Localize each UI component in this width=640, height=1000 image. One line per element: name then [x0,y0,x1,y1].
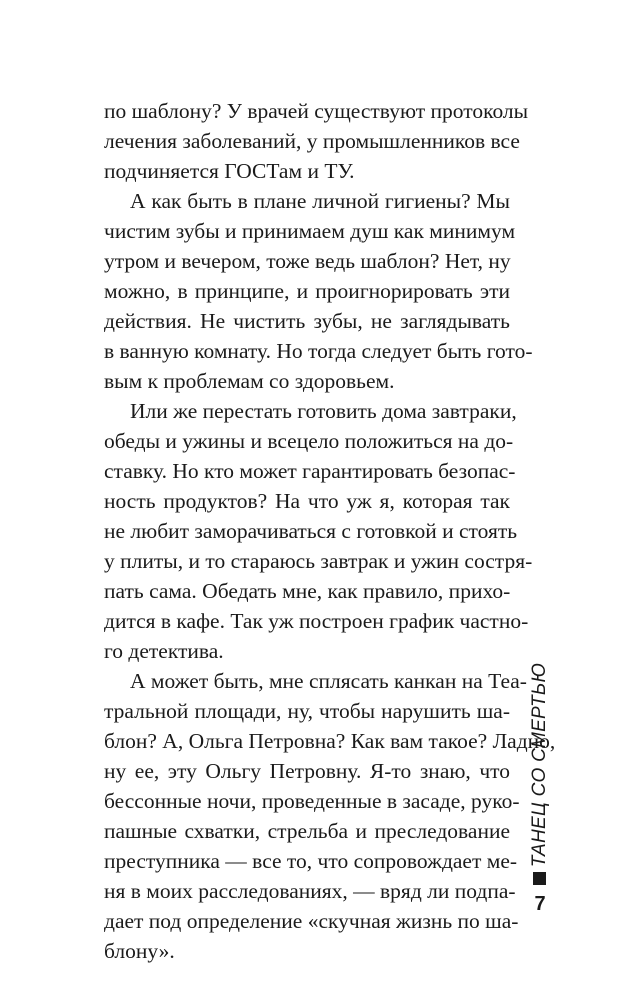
text-line: блон? А, Ольга Петровна? Как вам такое? Ладно, [104,729,556,753]
text-line: А может быть, мне сплясать канкан на Теа- [130,669,527,693]
text-line: ставку. Но кто может гарантировать безопас- [104,459,516,483]
text-line: ня в моих расследованиях, — вряд ли подпа- [104,879,516,903]
text-line: ность продуктов? На что уж я, которая так [104,489,510,513]
text-line: блону». [104,939,175,963]
text-line: в ванную комнату. Но тогда следует быть гото- [104,339,533,363]
text-line: по шаблону? У врачей существуют протоколы [104,99,529,123]
text-line: дает под определение «скучная жизнь по ша- [104,909,519,933]
square-marker-icon [533,872,546,885]
text-line: дится в кафе. Так уж построен график частно- [104,609,529,633]
text-line: лечения заболеваний, у промышленников все [104,129,520,153]
text-line: можно, в принципе, и проигнорировать эти [104,279,510,303]
text-line: чистим зубы и принимаем душ как минимум [104,219,516,243]
running-title-text: ТАНЕЦ СО СМЕРТЬЮ [529,662,550,868]
text-line: утром и вечером, тоже ведь шаблон? Нет, ну [104,249,511,273]
running-title [527,660,553,870]
text-line: не любит заморачиваться с готовкой и стоять [104,519,518,543]
text-line: го детектива. [104,639,224,663]
text-line: действия. Не чистить зубы, не заглядывать [104,309,510,333]
page-number: 7 [534,893,546,915]
text-line: подчиняется ГОСТам и ТУ. [104,159,355,183]
text-line: ну ее, эту Ольгу Петровну. Я-то знаю, что [104,759,510,783]
text-line: пать сама. Обедать мне, как правило, прихо- [104,579,511,603]
text-line: тральной площади, ну, чтобы нарушить ша- [104,699,510,723]
text-line: вым к проблемам со здоровьем. [104,369,395,393]
text-line: преступника — все то, что сопровождает ме- [104,849,518,873]
text-line: А как быть в плане личной гигиены? Мы [130,189,510,213]
text-line: бессонные ночи, проведенные в засаде, руко- [104,789,520,813]
text-line: у плиты, и то стараюсь завтрак и ужин состря- [104,549,533,573]
text-line: обеды и ужины и всецело положиться на до- [104,429,514,453]
text-line: пашные схватки, стрельба и преследование [104,819,510,843]
text-line: Или же перестать готовить дома завтраки, [130,399,517,423]
